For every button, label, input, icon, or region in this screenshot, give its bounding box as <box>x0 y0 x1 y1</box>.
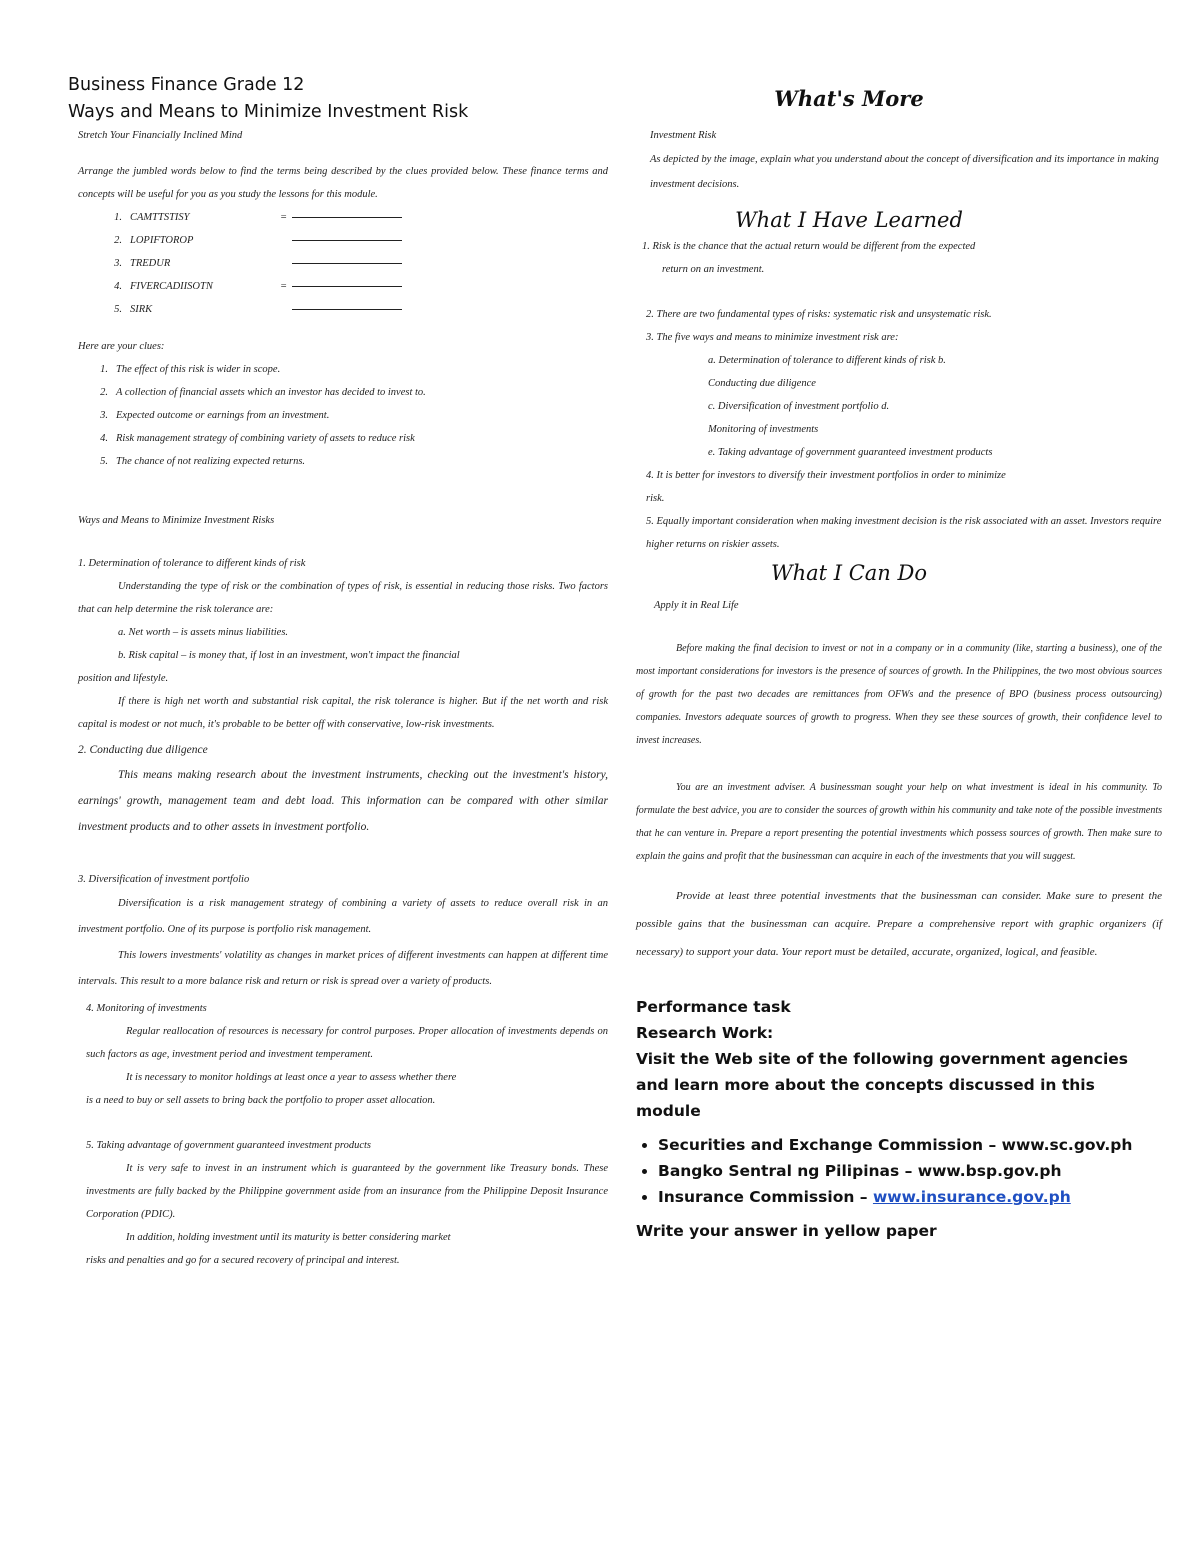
whats-more-label: Investment Risk <box>650 130 717 141</box>
clue-text: The chance of not realizing expected returns. <box>116 456 306 467</box>
jumbled-words-list <box>78 206 608 321</box>
learned-item-5: 5. Equally important consideration when making investment decision is the risk associated with an asset. Investors require higher returns on riskier assets. <box>646 516 1162 550</box>
research-work-label: Research Work: <box>636 1024 774 1042</box>
activity-title: Stretch Your Financially Inclined Mind <box>78 130 243 141</box>
clue-text: Risk management strategy of combining variety of assets to reduce risk <box>116 433 415 444</box>
section-3-paragraph-2: This lowers investments' volatility as changes in market prices of different investments can happen at different time intervals. This result to a more balance risk and return or risk is spread over a variety of products. <box>78 950 608 987</box>
clue-row <box>78 358 608 381</box>
learned-item-4-cont: risk. <box>646 493 665 504</box>
can-do-paragraph-3: Provide at least three potential investments that the businessman can consider. Make sure to present the possible gains that the businessman can acquire. Prepare a comprehensive report with graphic organizers (if necessary) to support your data. Your report must be detailed, accurate, organized, logical, and feasible. <box>636 890 1162 958</box>
can-do-paragraph-2: You are an investment adviser. A businessman sought your help on what investment is ideal in his community. To formulate the best advice, you are to consider the sources of growth within his community and take note of the possible investments that he can venture in. Prepare a report presenting the potential investments which possess sources of growth. Then make sure to explain the gains and profit that the businessman can acquire in each of the investments that you will suggest. <box>636 782 1162 862</box>
jumbled-word-number: 1. <box>114 212 122 223</box>
jumbled-word-number: 4. <box>114 281 122 292</box>
learned-item-4: 4. It is better for investors to diversify their investment portfolios in order to minimize <box>646 470 1006 481</box>
learned-item-3c: c. Diversification of investment portfolio d. <box>708 401 890 412</box>
jumbled-word: TREDUR <box>130 258 171 269</box>
whats-more-heading: What's More <box>774 86 924 111</box>
jumbled-word-row <box>78 206 608 229</box>
clues-list <box>78 358 608 473</box>
section-4-heading: 4. Monitoring of investments <box>86 1003 207 1014</box>
learned-item-1-cont: return on an investment. <box>662 264 765 275</box>
ways-heading: Ways and Means to Minimize Investment Risks <box>78 515 275 526</box>
clue-row <box>78 381 608 404</box>
agency-separator: – <box>859 1188 868 1206</box>
section-1-paragraph: Understanding the type of risk or the combination of types of risk, is essential in reducing those risks. Two factors that can help determine the risk tolerance are: <box>78 581 608 615</box>
answer-note: Write your answer in yellow paper <box>636 1222 937 1240</box>
answer-blank[interactable] <box>292 298 402 310</box>
learned-item-3b: Conducting due diligence <box>708 378 816 389</box>
clue-number: 5. <box>100 456 108 467</box>
document-title: Business Finance Grade 12 <box>68 75 305 95</box>
whats-more-prompt: As depicted by the image, explain what you understand about the concept of diversification and its importance in making investment decisions. <box>650 154 1159 190</box>
section-5-paragraph-1: It is very safe to invest in an instrument which is guaranteed by the government like Treasury bonds. These investments are fully backed by the Philippine government aside from an insurance from the Philippine Deposit Insurance Corporation (PDIC). <box>86 1163 608 1220</box>
jumbled-word-row <box>78 275 608 298</box>
jumbled-word: LOPIFTOROP <box>130 235 194 246</box>
jumbled-word-number: 3. <box>114 258 122 269</box>
jumbled-word-number: 2. <box>114 235 122 246</box>
agency-link[interactable]: www.insurance.gov.ph <box>872 1188 1071 1206</box>
jumbled-word: FIVERCADIISOTN <box>130 281 213 292</box>
section-5-paragraph-2a: In addition, holding investment until its maturity is better considering market <box>126 1232 451 1243</box>
section-3-paragraph-1: Diversification is a risk management strategy of combining a variety of assets to reduce overall risk in an investment portfolio. One of its purpose is portfolio risk management. <box>78 898 608 935</box>
clue-row <box>78 450 608 473</box>
agency-list <box>636 1132 1162 1210</box>
clue-row <box>78 404 608 427</box>
agency-item <box>658 1184 1162 1210</box>
section-5-heading: 5. Taking advantage of government guaranteed investment products <box>86 1140 372 1151</box>
jumbled-word-row <box>78 298 608 321</box>
jumbled-word: CAMTTSTISY <box>130 212 190 223</box>
equals-sign: = <box>280 212 288 223</box>
section-1-item-a: a. Net worth – is assets minus liabilities. <box>118 627 289 638</box>
jumbled-word-number: 5. <box>114 304 122 315</box>
equals-sign <box>280 298 292 321</box>
agency-name: Bangko Sentral ng Pilipinas <box>658 1162 900 1180</box>
activity-instructions: Arrange the jumbled words below to find the terms being described by the clues provided below. These finance terms and concepts will be useful for you as you study the lessons for this module. <box>78 166 608 200</box>
equals-sign <box>280 252 292 275</box>
learned-heading: What I Have Learned <box>735 208 963 232</box>
agency-separator: – <box>904 1162 913 1180</box>
section-2-heading: 2. Conducting due diligence <box>78 744 208 756</box>
answer-blank[interactable] <box>292 275 402 287</box>
agency-separator: – <box>988 1136 997 1154</box>
clues-heading: Here are your clues: <box>78 341 165 352</box>
section-1-item-b: b. Risk capital – is money that, if lost in an investment, won't impact the financial <box>118 650 460 661</box>
learned-item-3d: Monitoring of investments <box>708 424 819 435</box>
learned-item-3a: a. Determination of tolerance to different kinds of risk b. <box>708 355 946 366</box>
equals-sign: = <box>280 281 288 292</box>
jumbled-word-row <box>78 229 608 252</box>
section-4-paragraph-2b: is a need to buy or sell assets to bring back the portfolio to proper asset allocation. <box>86 1095 436 1106</box>
section-1-item-b-cont: position and lifestyle. <box>78 673 169 684</box>
clue-number: 3. <box>100 410 108 421</box>
learned-item-3: 3. The five ways and means to minimize investment risk are: <box>646 332 899 343</box>
answer-blank[interactable] <box>292 252 402 264</box>
can-do-paragraph-1: Before making the final decision to invest or not in a company or in a community (like, starting a business), one of the most important considerations for investors is the presence of sources of growth. In the Philippines, the two most obvious sources of growth for the past two decades are remittances from OFWs and the presence of BPO (business process outsourcing) companies. Investors adequate sources of growth to progress. When they see these sources of growth, their confidence level to invest increases. <box>636 643 1162 746</box>
section-3-heading: 3. Diversification of investment portfolio <box>78 874 250 885</box>
learned-item-3e: e. Taking advantage of government guaranteed investment products <box>708 447 993 458</box>
section-4-paragraph-2a: It is necessary to monitor holdings at least once a year to assess whether there <box>126 1072 457 1083</box>
answer-blank[interactable] <box>292 206 402 218</box>
equals-sign <box>280 229 292 252</box>
section-1-paragraph-2: If there is high net worth and substantial risk capital, the risk tolerance is higher. But if the net worth and risk capital is modest or not much, it's probable to be better off with conservative, low-risk investments. <box>78 696 608 730</box>
section-1-heading: 1. Determination of tolerance to different kinds of risk <box>78 558 306 569</box>
agency-url: www.bsp.gov.ph <box>917 1162 1062 1180</box>
agency-name: Insurance Commission <box>658 1188 855 1206</box>
clue-number: 4. <box>100 433 108 444</box>
learned-item-1: 1. Risk is the chance that the actual return would be different from the expected <box>642 241 976 252</box>
clue-text: Expected outcome or earnings from an investment. <box>116 410 330 421</box>
jumbled-word: SIRK <box>130 304 153 315</box>
left-column <box>68 72 608 1272</box>
section-4-paragraph-1: Regular reallocation of resources is necessary for control purposes. Proper allocation of investments depends on such factors as age, investment period and investment temperament. <box>86 1026 608 1060</box>
clue-number: 2. <box>100 387 108 398</box>
section-2-paragraph: This means making research about the investment instruments, checking out the investment's history, earnings' growth, management team and debt load. This information can be compared with other similar investment products and to other assets in investment portfolio. <box>78 769 608 833</box>
clue-text: The effect of this risk is wider in scope. <box>116 364 281 375</box>
performance-task <box>636 994 1162 1244</box>
right-column <box>636 84 1162 1244</box>
clue-row <box>78 427 608 450</box>
performance-task-title: Performance task <box>636 998 791 1016</box>
agency-url: www.sc.gov.ph <box>1001 1136 1133 1154</box>
clue-number: 1. <box>100 364 108 375</box>
document-subtitle: Ways and Means to Minimize Investment Risk <box>68 102 469 122</box>
section-5-paragraph-2b: risks and penalties and go for a secured recovery of principal and interest. <box>86 1255 400 1266</box>
learned-item-2: 2. There are two fundamental types of risks: systematic risk and unsystematic risk. <box>646 309 992 320</box>
jumbled-word-row <box>78 252 608 275</box>
agency-item <box>658 1132 1162 1158</box>
clue-text: A collection of financial assets which an investor has decided to invest to. <box>116 387 426 398</box>
can-do-heading: What I Can Do <box>771 561 927 585</box>
performance-task-instructions: Visit the Web site of the following government agencies and learn more about the concepts discussed in this module <box>636 1050 1128 1120</box>
agency-name: Securities and Exchange Commission <box>658 1136 984 1154</box>
answer-blank[interactable] <box>292 229 402 241</box>
apply-label: Apply it in Real Life <box>654 600 739 611</box>
agency-item <box>658 1158 1162 1184</box>
